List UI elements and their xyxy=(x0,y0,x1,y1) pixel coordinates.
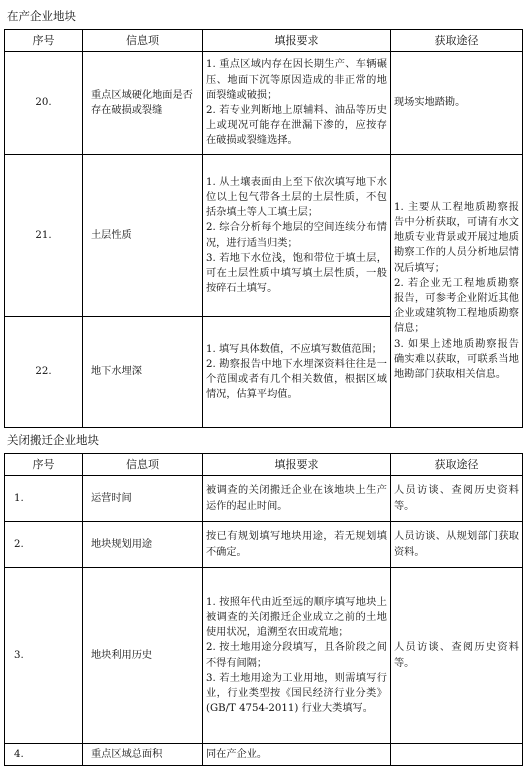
section-title-closed: 关闭搬迁企业地块 xyxy=(7,433,99,447)
header-src: 获取途径 xyxy=(391,30,523,52)
req-line: 3. 若土地用途为工业用地，则需填写行业，行业类型按《国民经济行业分类》(GB/T 4754-2011) 行业大类填写。 xyxy=(206,672,387,715)
table-row xyxy=(5,522,523,568)
row-item: 重点区域总面积 xyxy=(83,744,203,766)
row-src xyxy=(391,476,523,522)
src-line: 1. 主要从工程地质勘察报告中分析获取，可请有水文地质专业背景或开展过地质勘察工作的人员分析地层情况后填写； xyxy=(394,201,519,274)
row-seq: 21. xyxy=(5,155,83,317)
row-src xyxy=(391,522,523,568)
req-line: 1. 按照年代由近至远的顺序填写地块上被调查的关闭搬迁企业成立之前的土地使用状况，追溯至农田或荒地； xyxy=(206,596,387,639)
row-seq: 22. xyxy=(5,317,83,428)
row-req xyxy=(203,52,391,155)
req-line: 1. 重点区域内存在因长期生产、车辆碾压、地面下沉等原因造成的非正常的地面裂缝或破损； xyxy=(206,59,387,101)
row-src xyxy=(391,52,523,155)
row-seq: 3. xyxy=(5,568,83,744)
table-row xyxy=(5,568,523,744)
src-line: 人员访谈、查阅历史资料等。 xyxy=(394,485,519,512)
req-line: 2. 若专业判断地上原辅料、油品等历史上或现况可能存在泄漏下渗的，应按存在破损或裂缝选择。 xyxy=(206,105,387,147)
operating-table xyxy=(4,29,523,428)
req-line: 3. 若地下水位浅，饱和带位于填土层，可在土层性质中填写填土层性质，一般按碎石土填写。 xyxy=(206,252,387,295)
row-seq: 4. xyxy=(5,744,83,766)
row-item: 地块规划用途 xyxy=(83,522,203,568)
table-header-row xyxy=(5,454,523,476)
req-line: 2. 综合分析每个地层的空间连续分布情况，进行适当归类； xyxy=(206,222,387,249)
req-line: 2. 勘察报告中地下水埋深资料往往是一个范围或者有几个相关数值，根据区域情况，估算平均值。 xyxy=(206,358,387,401)
row-item: 重点区域硬化地面是否存在破损或裂缝 xyxy=(83,52,203,155)
row-src xyxy=(391,568,523,744)
row-req xyxy=(203,317,391,428)
table-header-row xyxy=(5,30,523,52)
header-item: 信息项 xyxy=(83,30,203,52)
src-line: 3. 如果上述地质勘察报告确实难以获取，可联系当地地勘部门获取相关信息。 xyxy=(394,338,519,381)
req-line: 按已有规划填写地块用途，若无规划填不确定。 xyxy=(206,531,387,558)
src-line: 2. 若企业无工程地质勘察报告，可参考企业附近其他企业或建筑物工程地质勘察信息； xyxy=(394,277,519,335)
row-seq: 20. xyxy=(5,52,83,155)
row-src xyxy=(391,744,523,766)
section-title-operating: 在产企业地块 xyxy=(7,9,76,23)
row-seq: 1. xyxy=(5,476,83,522)
row-src-merged xyxy=(391,155,523,428)
row-req xyxy=(203,476,391,522)
row-req xyxy=(203,155,391,317)
row-seq: 2. xyxy=(5,522,83,568)
table-row xyxy=(5,155,523,317)
closed-table xyxy=(4,453,523,766)
row-req xyxy=(203,744,391,766)
req-line: 同在产企业。 xyxy=(206,748,268,760)
row-req xyxy=(203,522,391,568)
row-item: 地下水埋深 xyxy=(83,317,203,428)
table-row xyxy=(5,52,523,155)
document-page xyxy=(4,4,522,766)
row-item: 运营时间 xyxy=(83,476,203,522)
row-item: 土层性质 xyxy=(83,155,203,317)
row-req xyxy=(203,568,391,744)
header-seq: 序号 xyxy=(5,454,83,476)
header-req: 填报要求 xyxy=(203,30,391,52)
src-line: 人员访谈、查阅历史资料等。 xyxy=(394,642,519,669)
header-req: 填报要求 xyxy=(203,454,391,476)
req-line: 2. 按土地用途分段填写，且各阶段之间不得有间隔； xyxy=(206,642,387,669)
header-seq: 序号 xyxy=(5,30,83,52)
req-line: 1. 填写具体数值，不应填写数值范围； xyxy=(206,343,382,355)
row-item: 地块利用历史 xyxy=(83,568,203,744)
req-line: 1. 从土壤表面由上至下依次填写地下水位以上包气带各土层的土层性质，不包括杂填土等人工填土层； xyxy=(206,176,387,219)
header-src: 获取途径 xyxy=(391,454,523,476)
src-line: 人员访谈、从规划部门获取资料。 xyxy=(394,531,519,558)
src-line: 现场实地踏勘。 xyxy=(394,97,466,109)
table-row xyxy=(5,476,523,522)
table-row xyxy=(5,744,523,766)
req-line: 被调查的关闭搬迁企业在该地块上生产运作的起止时间。 xyxy=(206,485,387,512)
header-item: 信息项 xyxy=(83,454,203,476)
